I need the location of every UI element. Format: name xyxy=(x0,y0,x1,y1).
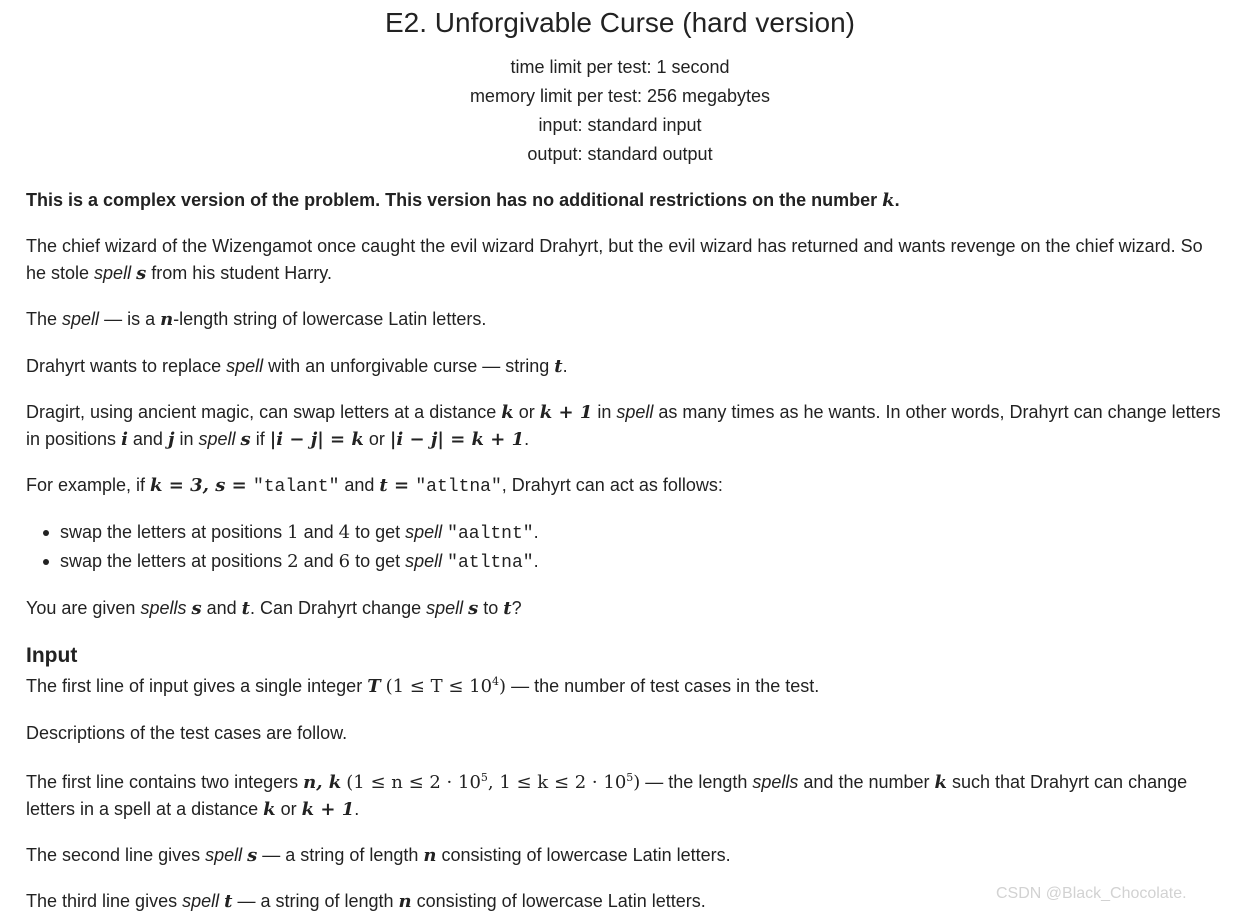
section-heading-input: Input xyxy=(26,644,78,667)
text: and xyxy=(127,429,168,449)
text: with an unforgivable curse — string xyxy=(263,356,555,376)
string-aaltnt: "aaltnt" xyxy=(447,524,534,544)
text: You are given xyxy=(26,598,141,618)
math-s: s xyxy=(240,429,251,450)
text: if xyxy=(250,429,270,449)
text: , Drahyrt can act as follows: xyxy=(501,475,723,495)
word-spells: spells xyxy=(140,598,187,618)
math-n: n xyxy=(398,891,412,912)
math-n: n xyxy=(423,845,437,866)
text: to xyxy=(478,598,504,618)
math-pos-6: 6 xyxy=(338,551,351,572)
text: as many times as he wants. In other words, Drahyrt can change letters in positions xyxy=(26,402,1221,449)
math-n-k: n, k xyxy=(303,772,342,793)
text: Drahyrt wants to replace xyxy=(26,356,227,376)
text-or: or xyxy=(513,402,540,422)
text: Dragirt, using ancient magic, can swap letters at a distance xyxy=(26,402,502,422)
text: such that Drahyrt can change letters in a spell at a distance xyxy=(26,772,1188,819)
math-t-eq: t = xyxy=(379,475,416,496)
string-atltna: "atltna" xyxy=(415,477,502,497)
word-spell: spell xyxy=(198,429,236,449)
paragraph-spell-def xyxy=(26,306,1221,333)
text: — is a xyxy=(99,309,161,329)
period: . xyxy=(533,551,539,571)
memory-limit: memory limit per test: 256 megabytes xyxy=(469,86,771,106)
range-b: , 1 ≤ k ≤ 2 · 10 xyxy=(487,772,627,793)
math-range xyxy=(346,772,640,793)
word-spell: spell xyxy=(405,551,443,571)
text: — the length xyxy=(640,772,753,792)
text: — a string of length xyxy=(257,845,424,865)
math-k-plus-1: k + 1 xyxy=(301,799,355,820)
math-eq-k: = k xyxy=(323,429,364,450)
math-abs-i-j: |i − j| xyxy=(389,429,444,450)
word-spell: spell xyxy=(616,402,654,422)
text: and xyxy=(298,551,339,571)
text: and xyxy=(201,598,242,618)
output-spec: output: standard output xyxy=(527,144,713,164)
math-pos-2: 2 xyxy=(287,551,299,572)
text: and xyxy=(298,522,339,542)
math-k: k xyxy=(934,772,947,793)
list-item xyxy=(60,548,539,577)
paragraph-example xyxy=(26,472,1221,501)
text: The second line gives xyxy=(26,845,206,865)
word-spell: spell xyxy=(226,356,264,376)
math-t: t xyxy=(554,356,563,377)
range-a: (1 ≤ n ≤ 2 · 10 xyxy=(346,772,481,793)
input-paragraph-3 xyxy=(26,769,1221,823)
word-spell: spell xyxy=(182,891,220,911)
range-c: ) xyxy=(633,772,641,793)
math-pos-1: 1 xyxy=(287,522,299,543)
period: . xyxy=(524,429,530,449)
input-paragraph-1 xyxy=(26,673,1221,700)
math-pos-4: 4 xyxy=(338,522,351,543)
text-or: or xyxy=(275,799,302,819)
paragraph-replace xyxy=(26,353,1221,380)
time-limit: time limit per test: 1 second xyxy=(510,57,730,77)
math-n: n xyxy=(160,309,174,330)
range-a: (1 ≤ T ≤ 10 xyxy=(385,676,493,697)
list-item xyxy=(60,519,539,548)
period: . xyxy=(354,799,360,819)
math-t: t xyxy=(241,598,250,619)
word-spell: spell xyxy=(405,522,443,542)
paragraph-swap-rule xyxy=(26,399,1221,453)
word-spell: spell xyxy=(426,598,464,618)
math-t: t xyxy=(224,891,233,912)
text: The first line of input gives a single integer xyxy=(26,676,368,696)
math-k-eq-3-s: k = 3, s = xyxy=(150,475,253,496)
math-s: s xyxy=(136,263,147,284)
math-t: t xyxy=(503,598,512,619)
text: The third line gives xyxy=(26,891,183,911)
qmark: ? xyxy=(511,598,522,618)
exp: 4 xyxy=(492,675,500,688)
text: in xyxy=(592,402,617,422)
math-T: T xyxy=(367,676,381,697)
text: . Can Drahyrt change xyxy=(250,598,427,618)
text-in: in xyxy=(179,429,199,449)
text: — a string of length xyxy=(232,891,399,911)
paragraph-story xyxy=(26,233,1221,287)
math-eq-k1: = k + 1 xyxy=(443,429,525,450)
text: swap the letters at positions xyxy=(60,551,288,571)
text: and the number xyxy=(798,772,935,792)
string-talant: "talant" xyxy=(252,477,340,497)
period: . xyxy=(533,522,539,542)
math-s: s xyxy=(468,598,479,619)
watermark: CSDN @Black_Chocolate. xyxy=(996,885,1187,902)
math-s: s xyxy=(247,845,258,866)
text: The chief wizard of the Wizengamot once caught the evil wizard Drahyrt, but the evil wizard has returned and wants revenge on the chief wizard. So he stole xyxy=(26,236,1203,283)
period: . xyxy=(562,356,568,376)
input-paragraph-2: Descriptions of the test cases are follow. xyxy=(26,723,348,743)
text: consisting of lowercase Latin letters. xyxy=(436,845,731,865)
intro-text: This is a complex version of the problem. This version has no additional restrictions on the number xyxy=(26,190,883,210)
exp: 5 xyxy=(626,771,634,784)
math-k: k xyxy=(882,190,895,211)
word-spell: spell xyxy=(205,845,243,865)
text: — the number of test cases in the test. xyxy=(506,676,820,696)
paragraph-question xyxy=(26,595,1221,622)
problem-title: E2. Unforgivable Curse (hard version) xyxy=(385,7,855,38)
bullet xyxy=(43,559,49,565)
bullet xyxy=(43,530,49,536)
word-spells: spells xyxy=(752,772,799,792)
math-s: s xyxy=(191,598,202,619)
math-k-plus-1: k + 1 xyxy=(539,402,593,423)
word-spell: spell xyxy=(62,309,100,329)
intro-bold xyxy=(26,187,1221,214)
text: The xyxy=(26,309,63,329)
math-j: j xyxy=(167,429,175,450)
math-abs-i-j: |i − j| xyxy=(269,429,324,450)
string-atltna-result: "atltna" xyxy=(447,553,534,573)
math-i: i xyxy=(121,429,128,450)
input-spec: input: standard input xyxy=(538,115,702,135)
text-or: or xyxy=(363,429,390,449)
text: and xyxy=(339,475,380,495)
exp: 5 xyxy=(480,771,488,784)
text: to get xyxy=(350,551,406,571)
math-T-range xyxy=(386,676,506,697)
text: to get xyxy=(350,522,406,542)
text: consisting of lowercase Latin letters. xyxy=(411,891,706,911)
text: For example, if xyxy=(26,475,151,495)
text: swap the letters at positions xyxy=(60,522,288,542)
word-spell: spell xyxy=(94,263,132,283)
range-b: ) xyxy=(499,676,507,697)
math-k: k xyxy=(501,402,514,423)
period: . xyxy=(894,190,900,210)
text: -length string of lowercase Latin letters. xyxy=(173,309,487,329)
text: from his student Harry. xyxy=(146,263,332,283)
math-k: k xyxy=(263,799,276,820)
text: The first line contains two integers xyxy=(26,772,304,792)
input-paragraph-4 xyxy=(26,842,1221,869)
